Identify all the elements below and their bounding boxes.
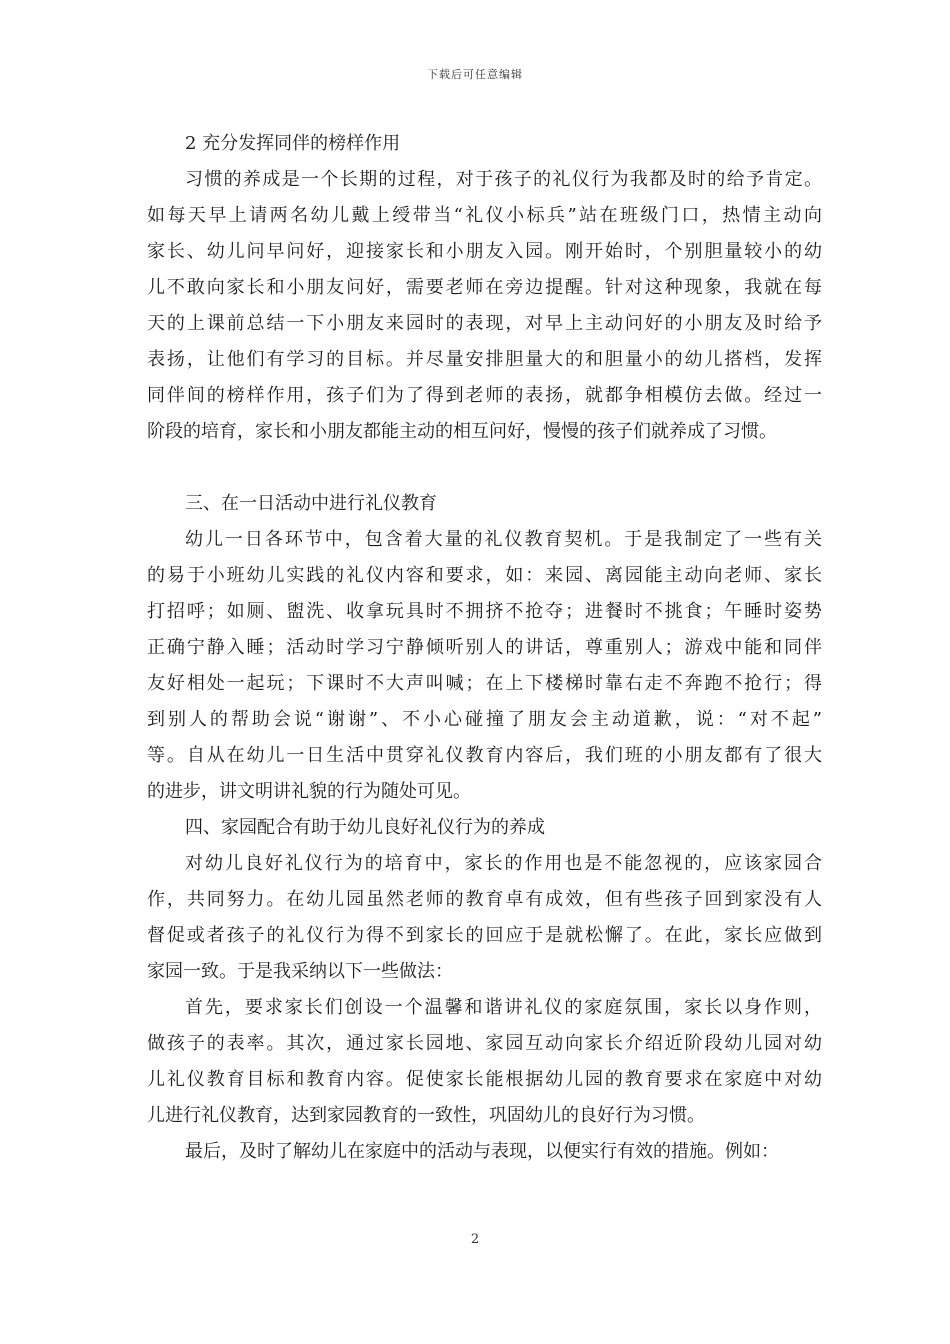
paragraph-line: 做孩子的表率。其次，通过家长园地、家园互动向家长介绍近阶段幼儿园对幼 — [147, 1033, 822, 1054]
paragraph-line: 天的上课前总结一下小朋友来园时的表现，对早上主动问好的小朋友及时给予 — [147, 313, 822, 334]
paragraph-line: 友好相处一起玩；下课时不大声叫喊；在上下楼梯时靠右走不奔跑不抢行；得 — [147, 673, 822, 694]
paragraph-line: 同伴间的榜样作用，孩子们为了得到老师的表扬，就都争相模仿去做。经过一 — [147, 385, 822, 406]
section-heading: 四、家园配合有助于幼儿良好礼仪行为的养成 — [185, 817, 545, 838]
paragraph-line: 作，共同努力。在幼儿园虽然老师的教育卓有成效，但有些孩子回到家没有人 — [147, 889, 822, 910]
paragraph-line: 幼儿一日各环节中，包含着大量的礼仪教育契机。于是我制定了一些有关 — [185, 529, 822, 550]
paragraph-line: 儿进行礼仪教育，达到家园教育的一致性，巩固幼儿的良好行为习惯。 — [147, 1105, 705, 1126]
document-body — [147, 126, 822, 1170]
paragraph-line: 最后，及时了解幼儿在家庭中的活动与表现，以便实行有效的措施。例如： — [185, 1141, 779, 1162]
paragraph-line: 的易于小班幼儿实践的礼仪内容和要求，如：来园、离园能主动向老师、家长 — [147, 565, 822, 586]
paragraph-line: 习惯的养成是一个长期的过程，对于孩子的礼仪行为我都及时的给予肯定。 — [185, 169, 822, 190]
paragraph-line: 等。自从在幼儿一日生活中贯穿礼仪教育内容后，我们班的小朋友都有了很大 — [147, 745, 822, 766]
paragraph-line: 如每天早上请两名幼儿戴上绶带当“礼仪小标兵”站在班级门口，热情主动向 — [147, 205, 822, 226]
paragraph-line: 到别人的帮助会说“谢谢”、不小心碰撞了朋友会主动道歉，说：“对不起” — [147, 709, 822, 730]
paragraph-line: 打招呼；如厕、盥洗、收拿玩具时不拥挤不抢夺；进餐时不挑食；午睡时姿势 — [147, 601, 822, 622]
paragraph-line: 家园一致。于是我采纳以下一些做法： — [147, 961, 453, 982]
paragraph-line: 的进步，讲文明讲礼貌的行为随处可见。 — [147, 781, 471, 802]
page-number: 2 — [470, 1232, 480, 1247]
paragraph-line: 首先，要求家长们创设一个温馨和谐讲礼仪的家庭氛围，家长以身作则， — [185, 997, 822, 1018]
paragraph-line: 儿不敢向家长和小朋友问好，需要老师在旁边提醒。针对这种现象，我就在每 — [147, 277, 822, 298]
paragraph-line: 对幼儿良好礼仪行为的培育中，家长的作用也是不能忽视的，应该家园合 — [185, 853, 822, 874]
page-header: 下载后可任意编辑 — [427, 68, 523, 81]
paragraph-gap — [147, 450, 822, 486]
paragraph-line: 阶段的培育，家长和小朋友都能主动的相互问好，慢慢的孩子们就养成了习惯。 — [147, 421, 777, 442]
paragraph-line: 正确宁静入睡；活动时学习宁静倾听别人的讲话，尊重别人；游戏中能和同伴 — [147, 637, 822, 658]
paragraph-line: 表扬，让他们有学习的目标。并尽量安排胆量大的和胆量小的幼儿搭档，发挥 — [147, 349, 822, 370]
paragraph-line: 督促或者孩子的礼仪行为得不到家长的回应于是就松懈了。在此，家长应做到 — [147, 925, 822, 946]
paragraph-line: 儿礼仪教育目标和教育内容。促使家长能根据幼儿园的教育要求在家庭中对幼 — [147, 1069, 822, 1090]
section-heading: 2 充分发挥同伴的榜样作用 — [185, 133, 401, 154]
section-heading: 三、在一日活动中进行礼仪教育 — [185, 493, 437, 514]
paragraph-line: 家长、幼儿问早问好，迎接家长和小朋友入园。刚开始时，个别胆量较小的幼 — [147, 241, 822, 262]
